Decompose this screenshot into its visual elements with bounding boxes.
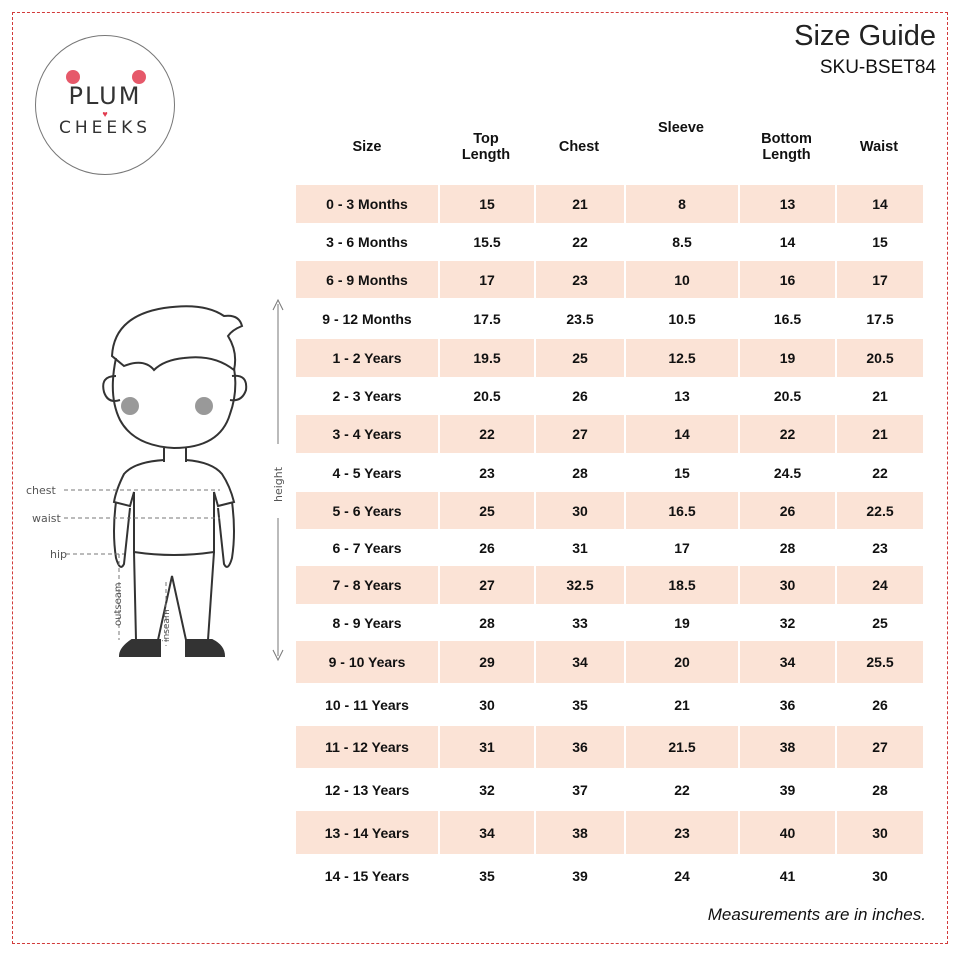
cell-sleeve: 20 bbox=[624, 641, 738, 683]
cell-top-length: 20.5 bbox=[438, 377, 534, 415]
table-header-row bbox=[296, 108, 923, 185]
cell-chest: 23 bbox=[534, 261, 624, 298]
cell-bottom-length: 36 bbox=[738, 683, 835, 726]
page-title: Size Guide bbox=[794, 20, 936, 52]
col-header-waist: Waist bbox=[859, 138, 899, 155]
label-height: height bbox=[272, 466, 285, 502]
label-outseam: outseam bbox=[113, 582, 124, 626]
cell-chest: 34 bbox=[534, 641, 624, 683]
cell-size: 5 - 6 Years bbox=[296, 492, 438, 529]
cell-top-length: 30 bbox=[438, 683, 534, 726]
cell-chest: 36 bbox=[534, 726, 624, 768]
cell-bottom-length: 32 bbox=[738, 604, 835, 641]
cell-size: 7 - 8 Years bbox=[296, 566, 438, 604]
cell-chest: 33 bbox=[534, 604, 624, 641]
measurement-note: Measurements are in inches. bbox=[707, 905, 926, 924]
cell-bottom-length: 19 bbox=[738, 339, 835, 377]
cell-chest: 23.5 bbox=[534, 298, 624, 339]
cell-bottom-length: 26 bbox=[738, 492, 835, 529]
cell-top-length: 35 bbox=[438, 854, 534, 897]
cell-bottom-length: 20.5 bbox=[738, 377, 835, 415]
cell-size: 12 - 13 Years bbox=[324, 781, 410, 798]
cell-waist: 30 bbox=[835, 854, 923, 897]
cell-sleeve: 10 bbox=[624, 261, 738, 298]
cell-top-length: 22 bbox=[438, 415, 534, 453]
table-row bbox=[296, 566, 923, 604]
child-measurement-illustration bbox=[24, 296, 294, 676]
cell-size: 6 - 9 Months bbox=[296, 261, 438, 298]
cell-top-length: 32 bbox=[438, 768, 534, 811]
cell-chest: 37 bbox=[534, 768, 624, 811]
cell-chest: 22 bbox=[534, 223, 624, 261]
cell-chest: 35 bbox=[534, 683, 624, 726]
cell-size: 6 - 7 Years bbox=[332, 539, 402, 556]
cell-size: 14 - 15 Years bbox=[324, 867, 410, 884]
table-row bbox=[296, 641, 923, 683]
shirt-shape bbox=[114, 460, 234, 555]
cell-top-length: 28 bbox=[438, 604, 534, 641]
table-row bbox=[296, 604, 923, 641]
cell-sleeve: 12.5 bbox=[624, 339, 738, 377]
cell-waist: 17 bbox=[835, 261, 923, 298]
cell-sleeve: 18.5 bbox=[624, 566, 738, 604]
table-row bbox=[296, 223, 923, 261]
cell-waist: 24 bbox=[835, 566, 923, 604]
cell-size: 3 - 4 Years bbox=[296, 415, 438, 453]
cell-bottom-length: 28 bbox=[738, 529, 835, 566]
cell-bottom-length: 16.5 bbox=[738, 298, 835, 339]
cell-waist: 21 bbox=[835, 415, 923, 453]
cell-bottom-length: 14 bbox=[738, 223, 835, 261]
cell-size: 4 - 5 Years bbox=[332, 464, 402, 481]
cell-top-length: 27 bbox=[438, 566, 534, 604]
cell-bottom-length: 16 bbox=[738, 261, 835, 298]
cell-chest: 28 bbox=[534, 453, 624, 492]
logo-word-plum: PLUM bbox=[68, 82, 142, 110]
cell-top-length: 19.5 bbox=[438, 339, 534, 377]
table-row bbox=[296, 492, 923, 529]
cell-chest: 21 bbox=[534, 185, 624, 223]
heart-icon: ♥ bbox=[102, 109, 108, 119]
cell-waist: 22.5 bbox=[835, 492, 923, 529]
table-row bbox=[296, 453, 923, 492]
cell-top-length: 26 bbox=[438, 529, 534, 566]
cell-size: 11 - 12 Years bbox=[296, 726, 438, 768]
logo-word-cheeks: CHEEKS bbox=[58, 118, 152, 138]
cell-size: 13 - 14 Years bbox=[296, 811, 438, 854]
col-header-bottom-length: Bottom Length bbox=[761, 130, 812, 163]
cell-sleeve: 14 bbox=[624, 415, 738, 453]
table-row bbox=[296, 529, 923, 566]
brand-logo bbox=[35, 35, 175, 175]
cell-bottom-length: 41 bbox=[738, 854, 835, 897]
cell-waist: 23 bbox=[835, 529, 923, 566]
cell-bottom-length: 34 bbox=[738, 641, 835, 683]
cell-top-length: 17 bbox=[438, 261, 534, 298]
cell-bottom-length: 24.5 bbox=[738, 453, 835, 492]
table-row bbox=[296, 339, 923, 377]
cell-top-length: 25 bbox=[438, 492, 534, 529]
cell-chest: 32.5 bbox=[534, 566, 624, 604]
cell-chest: 27 bbox=[534, 415, 624, 453]
cell-top-length: 23 bbox=[438, 453, 534, 492]
size-table bbox=[296, 108, 923, 897]
cell-bottom-length: 40 bbox=[738, 811, 835, 854]
cell-waist: 22 bbox=[835, 453, 923, 492]
cell-chest: 39 bbox=[534, 854, 624, 897]
cell-waist: 15 bbox=[835, 223, 923, 261]
table-row bbox=[296, 768, 923, 811]
cell-sleeve: 13 bbox=[624, 377, 738, 415]
cell-waist: 28 bbox=[835, 768, 923, 811]
cell-size: 9 - 10 Years bbox=[296, 641, 438, 683]
table-row bbox=[296, 298, 923, 339]
cell-sleeve: 8.5 bbox=[624, 223, 738, 261]
table-row bbox=[296, 261, 923, 298]
label-hip: hip bbox=[50, 548, 68, 561]
cell-top-length: 29 bbox=[438, 641, 534, 683]
cell-waist: 25.5 bbox=[835, 641, 923, 683]
cell-bottom-length: 39 bbox=[738, 768, 835, 811]
table-row bbox=[296, 415, 923, 453]
cell-size: 9 - 12 Months bbox=[322, 310, 412, 327]
cell-top-length: 15 bbox=[438, 185, 534, 223]
cell-top-length: 34 bbox=[438, 811, 534, 854]
pants-shape bbox=[134, 552, 214, 640]
cell-sleeve: 21 bbox=[624, 683, 738, 726]
cell-waist: 26 bbox=[835, 683, 923, 726]
table-row bbox=[296, 854, 923, 897]
hair-shape bbox=[112, 306, 242, 370]
cell-bottom-length: 13 bbox=[738, 185, 835, 223]
col-header-top-length: Top Length bbox=[461, 130, 511, 163]
table-row bbox=[296, 683, 923, 726]
cell-size: 3 - 6 Months bbox=[326, 234, 408, 250]
cell-bottom-length: 22 bbox=[738, 415, 835, 453]
cell-top-length: 17.5 bbox=[438, 298, 534, 339]
cell-chest: 38 bbox=[534, 811, 624, 854]
cell-waist: 17.5 bbox=[835, 298, 923, 339]
cell-bottom-length: 38 bbox=[738, 726, 835, 768]
col-header-chest: Chest bbox=[558, 138, 600, 155]
sku-code: SKU-BSET84 bbox=[819, 57, 936, 78]
cell-chest: 31 bbox=[534, 529, 624, 566]
label-waist: waist bbox=[32, 512, 61, 525]
cell-chest: 26 bbox=[534, 377, 624, 415]
cell-sleeve: 8 bbox=[624, 185, 738, 223]
cell-bottom-length: 30 bbox=[738, 566, 835, 604]
col-header-sleeve: Sleeve bbox=[658, 120, 704, 136]
cell-top-length: 15.5 bbox=[438, 223, 534, 261]
cell-waist: 14 bbox=[835, 185, 923, 223]
cell-waist: 25 bbox=[835, 604, 923, 641]
cell-waist: 20.5 bbox=[835, 339, 923, 377]
cell-size: 0 - 3 Months bbox=[296, 185, 438, 223]
table-row bbox=[296, 377, 923, 415]
cell-size: 8 - 9 Years bbox=[332, 614, 402, 631]
table-row bbox=[296, 811, 923, 854]
label-chest: chest bbox=[26, 484, 56, 497]
cell-sleeve: 16.5 bbox=[624, 492, 738, 529]
cell-sleeve: 19 bbox=[624, 604, 738, 641]
cell-chest: 25 bbox=[534, 339, 624, 377]
col-header-size: Size bbox=[352, 138, 382, 155]
cell-sleeve: 23 bbox=[624, 811, 738, 854]
cell-size: 10 - 11 Years bbox=[325, 696, 409, 713]
cell-sleeve: 22 bbox=[624, 768, 738, 811]
cell-top-length: 31 bbox=[438, 726, 534, 768]
cell-size: 1 - 2 Years bbox=[296, 339, 438, 377]
label-inseam: inseam bbox=[162, 609, 172, 642]
table-row bbox=[296, 185, 923, 223]
cell-sleeve: 17 bbox=[624, 529, 738, 566]
cell-waist: 21 bbox=[835, 377, 923, 415]
cell-chest: 30 bbox=[534, 492, 624, 529]
table-row bbox=[296, 726, 923, 768]
cell-waist: 27 bbox=[835, 726, 923, 768]
cell-sleeve: 21.5 bbox=[624, 726, 738, 768]
cell-size: 2 - 3 Years bbox=[332, 388, 402, 404]
cell-sleeve: 24 bbox=[624, 854, 738, 897]
cell-sleeve: 15 bbox=[624, 453, 738, 492]
cell-sleeve: 10.5 bbox=[624, 298, 738, 339]
cell-waist: 30 bbox=[835, 811, 923, 854]
